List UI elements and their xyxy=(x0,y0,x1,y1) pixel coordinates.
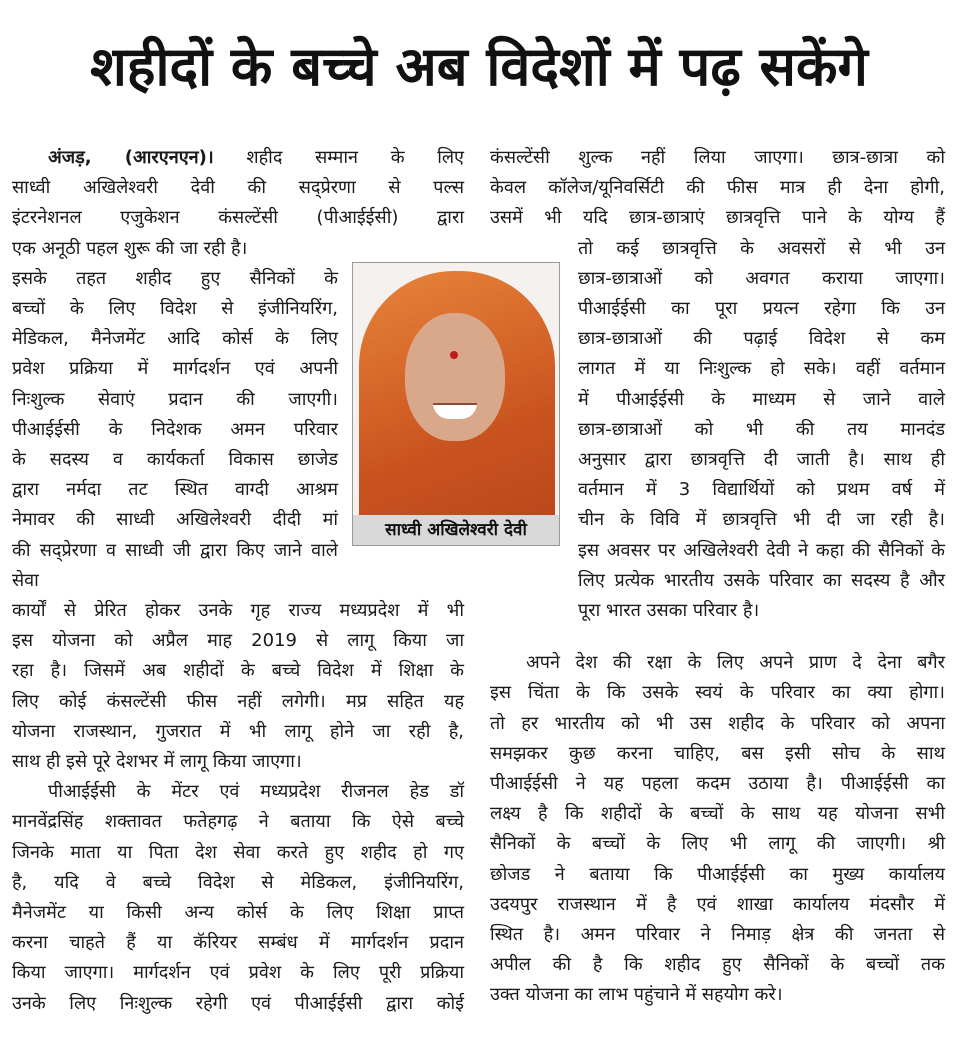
text-line: स्थित है। अमन परिवार ने निमाड़ क्षेत्र की जनता से xyxy=(490,924,945,946)
text-line: की सद्प्रेरणा व साध्वी जी द्वारा किए जाने वाले सेवा xyxy=(12,539,338,591)
text-line: किया जाएगा। मार्गदर्शन एवं प्रवेश के लिए पूरी प्रक्रिया xyxy=(12,962,464,984)
text-line: द्वारा नर्मदा तट स्थित वाग्दी आश्रम xyxy=(12,479,338,501)
text-line: इंटरनेशनल एजुकेशन कंसल्टेंसी (पीआईईसी) द्वारा xyxy=(12,207,464,229)
text-line: इसके तहत शहीद हुए सैनिकों के xyxy=(12,267,338,289)
text-line: बच्चों के लिए विदेश से इंजीनियरिंग, xyxy=(12,298,338,320)
text-line: साध्वी अखिलेश्वरी देवी की सद्प्रेरणा से पल्स xyxy=(12,177,464,199)
text-line: साथ ही इसे पूरे देशभर में लागू किया जाएगा। xyxy=(12,751,302,773)
dateline: अंजड़, (आरएनएन)। xyxy=(48,147,214,168)
text-line-content: शहीद सम्मान के लिए xyxy=(213,147,465,168)
text-line: नेमावर की साध्वी अखिलेश्वरी दीदी मां xyxy=(12,509,338,531)
text-line: पीआईईसी के निदेशक अमन परिवार xyxy=(12,418,338,440)
headline: शहीदों के बच्चे अब विदेशों में पढ़ सकेंगे xyxy=(90,35,868,98)
text-line: प्रवेश प्रक्रिया में मार्गदर्शन एवं अपनी xyxy=(12,358,338,380)
text-line: अनुसार द्वारा छात्रवृत्ति दी जाती है। साथ ही xyxy=(578,449,945,471)
text-line: लिए प्रत्येक भारतीय उसके परिवार का सदस्य है और xyxy=(578,569,945,591)
text-line: छोजड ने बताया कि पीआईईसी का मुख्य कार्यालय xyxy=(490,863,945,885)
text-line: करना चाहते हैं या कॅरियर सम्बंध में मार्गदर्शन प्रदान xyxy=(12,932,464,954)
text-line: के सदस्य व कार्यकर्ता विकास छाजेड xyxy=(12,449,338,471)
text-line: उक्त योजना का लाभ पहुंचाने में सहयोग करे। xyxy=(490,984,783,1006)
text-line xyxy=(12,143,464,173)
text-line: कंसल्टेंसी शुल्क नहीं लिया जाएगा। छात्र-छात्रा को xyxy=(490,147,945,168)
text-line: मानवेंद्रसिंह शक्तावत फतेहगढ़ ने बताया कि ऐसे बच्चे xyxy=(12,811,464,833)
text-line: उसमें भी यदि छात्र-छात्राएं छात्रवृत्ति पाने के योग्य हैं xyxy=(490,207,945,229)
text-line: उदयपुर राजस्थान में है एवं शाखा कार्यालय मंदसौर में xyxy=(490,893,945,915)
face-graphic xyxy=(405,313,505,441)
text-line: अपने देश की रक्षा के लिए अपने प्राण दे देना बगैर xyxy=(526,652,945,674)
text-line: छात्र-छात्राओं को भी की तय मानदंड xyxy=(578,418,945,440)
text-line: निःशुल्क सेवाएं प्रदान की जाएगी। xyxy=(12,388,338,410)
portrait-photo xyxy=(352,262,560,546)
text-line: रहा है। जिसमें अब शहीदों के बच्चे विदेश में शिक्षा के xyxy=(12,660,464,682)
text-line: पीआईईसी का पूरा प्रयत्न रहेगा कि उन xyxy=(578,298,945,320)
paragraph-gap xyxy=(490,626,945,648)
text-line: पूरा भारत उसका परिवार है। xyxy=(578,600,760,622)
text-line: मेडिकल, मैनेजमेंट आदि कोर्स के लिए xyxy=(12,328,338,350)
text-line: समझकर कुछ करना चाहिए, बस इसी सोच के साथ xyxy=(490,742,945,764)
text-line: पीआईईसी के मेंटर एवं मध्यप्रदेश रीजनल हेड डॉ xyxy=(48,781,464,803)
text-line: मैनेजमेंट या किसी अन्य कोर्स के लिए शिक्षा प्राप्त xyxy=(12,902,464,924)
text-line: उनके लिए निःशुल्क रहेगी एवं पीआईईसी द्वारा कोई xyxy=(12,992,464,1014)
text-line: छात्र-छात्राओं को अवगत कराया जाएगा। xyxy=(578,267,945,289)
text-line: लक्ष्य है कि शहीदों के बच्चों के साथ यह योजना सभी xyxy=(490,803,945,825)
text-line: लागत में या निःशुल्क हो सके। वहीं वर्तमान xyxy=(578,358,945,380)
bindi-graphic xyxy=(450,351,458,359)
text-line: छात्र-छात्राओं की पढ़ाई विदेश से कम xyxy=(578,328,945,350)
photo-caption: साध्वी अखिलेश्वरी देवी xyxy=(353,515,559,545)
text-line: सैनिकों के बच्चों के लिए भी लागू की जाएगी। श्री xyxy=(490,833,945,855)
text-line: योजना राजस्थान, गुजरात में भी लागू होने जा रही है, xyxy=(12,720,464,742)
text-line: कार्यों से प्रेरित होकर उनके गृह राज्य मध्यप्रदेश में भी xyxy=(12,600,464,622)
text-line: लिए कोई कंसल्टेंसी फीस नहीं लगेगी। मप्र सहित यह xyxy=(12,690,464,712)
text-line: एक अनूठी पहल शुरू की जा रही है। xyxy=(12,237,248,259)
text-line: तो कई छात्रवृत्ति के अवसरों से भी उन xyxy=(578,237,945,259)
text-line: अपील की है कि शहीद हुए सैनिकों के बच्चों तक xyxy=(490,954,945,976)
text-line: है, यदि वे बच्चे विदेश से मेडिकल, इंजीनियरिंग, xyxy=(12,871,464,893)
text-line: में पीआईईसी के माध्यम से जाने वाले xyxy=(578,388,945,410)
text-line: पीआईईसी ने यह पहला कदम उठाया है। पीआईईसी का xyxy=(490,773,945,795)
text-line: इस चिंता के कि उसके स्वयं के परिवार का क्या होगा। xyxy=(490,682,945,704)
text-line: वर्तमान में 3 विद्यार्थियों को प्रथम वर्ष में xyxy=(578,479,945,501)
text-line: इस अवसर पर अखिलेश्वरी देवी ने कहा की सैनिकों के xyxy=(578,539,945,561)
text-line: जिनके माता या पिता देश सेवा करते हुए शहीद हो गए xyxy=(12,841,464,863)
text-line: केवल कॉलेज/यूनिवर्सिटी की फीस मात्र ही देना होगी, xyxy=(490,177,945,199)
text-line: चीन के विवि में छात्रवृत्ति भी दी जा रही है। xyxy=(578,509,945,531)
text-line: तो हर भारतीय को भी उस शहीद के परिवार को अपना xyxy=(490,712,945,734)
text-line: इस योजना को अप्रैल माह 2019 से लागू किया जा xyxy=(12,630,464,652)
